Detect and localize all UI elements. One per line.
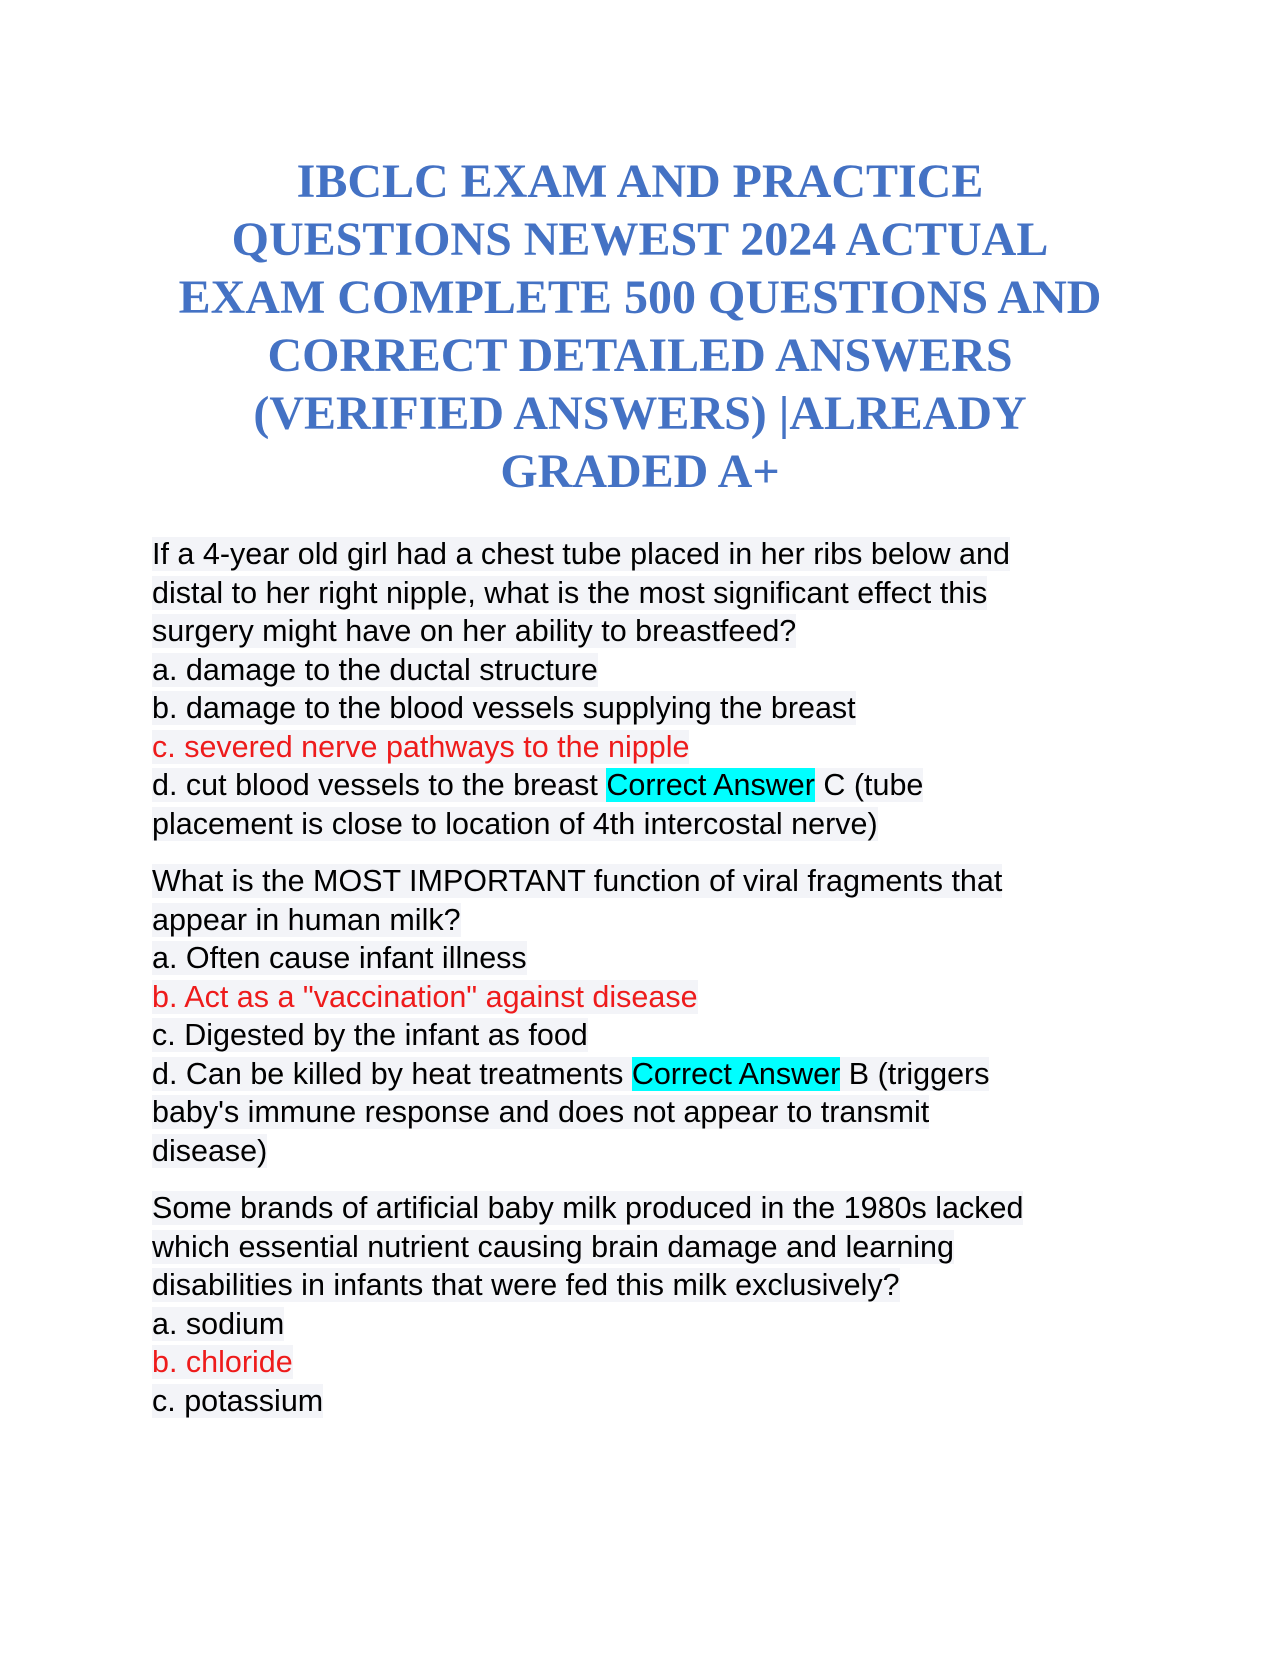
question-text: surgery might have on her ability to breastfeed? <box>152 614 797 648</box>
option-a: a. Often cause infant illness <box>152 941 527 975</box>
title-line: CORRECT DETAILED ANSWERS <box>267 329 1013 382</box>
answer-text: B (triggers <box>840 1056 990 1091</box>
correct-answer-label: Correct Answer <box>606 768 815 802</box>
option-d: d. Can be killed by heat treatments <box>152 1056 624 1091</box>
option-b: b. damage to the blood vessels supplying the breast <box>152 691 856 725</box>
correct-answer-label: Correct Answer <box>631 1056 841 1091</box>
option-b-correct: b. Act as a "vaccination" against disease <box>152 979 698 1014</box>
option-c-correct: c. severed nerve pathways to the nipple <box>152 729 690 764</box>
option-c: c. Digested by the infant as food <box>152 1018 588 1052</box>
title-line: GRADED A+ <box>500 445 780 498</box>
question-text: Some brands of artificial baby milk produced in the 1980s lacked <box>152 1191 1024 1225</box>
question-text: If a 4-year old girl had a chest tube placed in her ribs below and <box>152 537 1010 571</box>
question-text: What is the MOST IMPORTANT function of viral fragments that <box>152 864 1003 898</box>
title-line: QUESTIONS NEWEST 2024 ACTUAL <box>231 213 1049 266</box>
question-block-3 <box>152 1189 1152 1420</box>
question-block-2 <box>152 862 1152 1170</box>
title-line: (VERIFIED ANSWERS) |ALREADY <box>253 387 1027 440</box>
question-text: appear in human milk? <box>152 902 461 937</box>
answer-explanation: baby's immune response and does not appear to transmit <box>152 1095 930 1129</box>
answer-explanation: disease) <box>152 1133 268 1168</box>
option-a: a. damage to the ductal structure <box>152 652 598 687</box>
question-text: disabilities in infants that were fed this milk exclusively? <box>152 1268 900 1302</box>
answer-text: C (tube <box>814 768 924 802</box>
answer-explanation: placement is close to location of 4th intercostal nerve) <box>152 806 878 841</box>
question-text: which essential nutrient causing brain damage and learning <box>152 1229 954 1264</box>
title-line: IBCLC EXAM AND PRACTICE <box>296 155 984 208</box>
option-a: a. sodium <box>152 1306 285 1341</box>
option-b-correct: b. chloride <box>152 1345 293 1379</box>
question-text: distal to her right nipple, what is the most significant effect this <box>152 575 988 610</box>
option-d: d. cut blood vessels to the breast <box>152 768 598 802</box>
question-block-1 <box>152 535 1152 843</box>
document-title <box>140 153 1140 501</box>
title-line: EXAM COMPLETE 500 QUESTIONS AND <box>178 271 1102 324</box>
option-c: c. potassium <box>152 1383 324 1418</box>
